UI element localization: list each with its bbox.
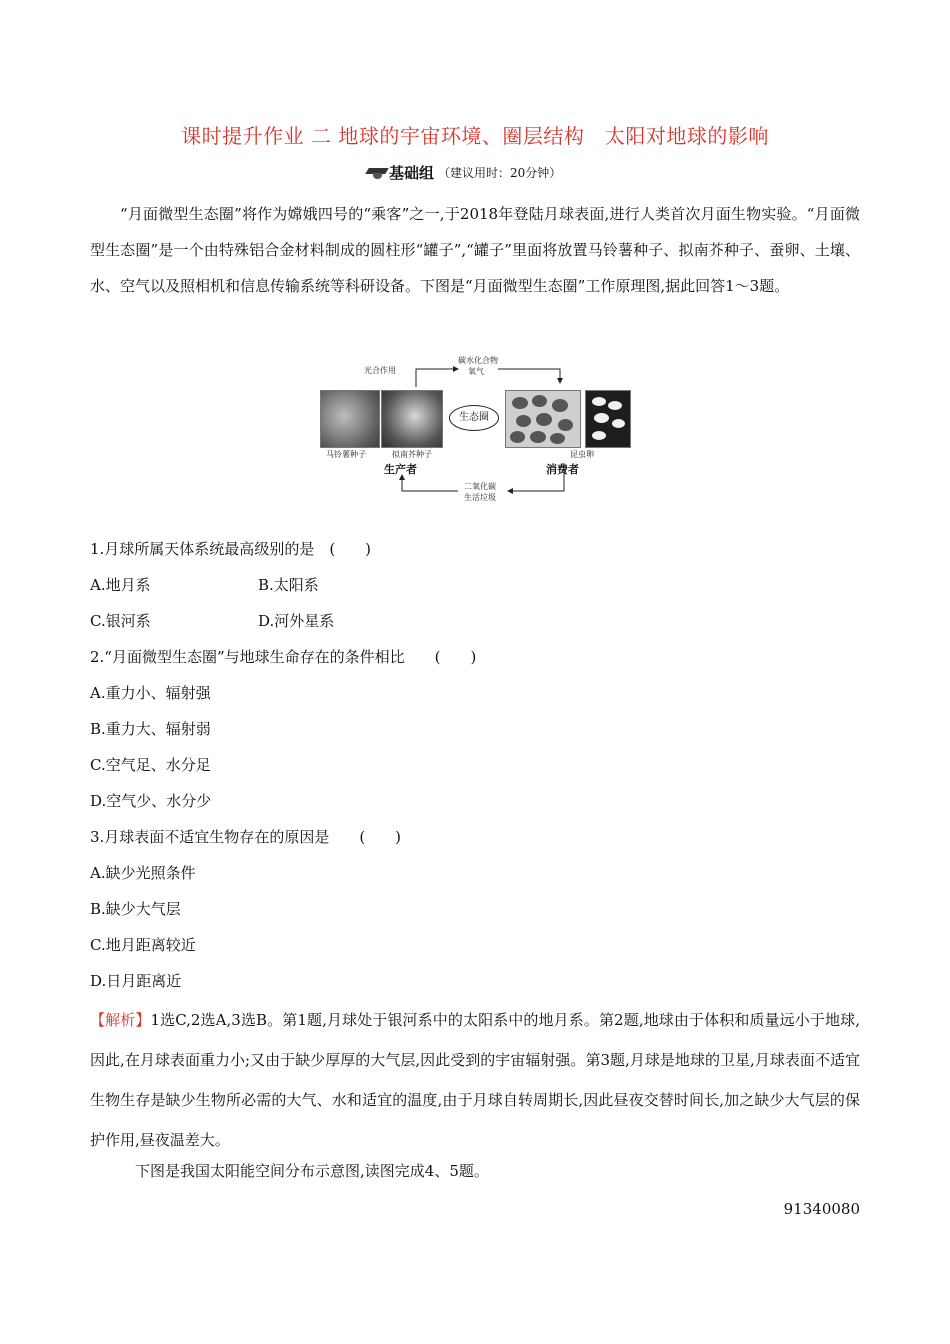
question-2-option-a: A.重力小、辐射强 <box>90 684 211 702</box>
ecosphere-label: 生态圈 <box>449 405 499 431</box>
document-code: 91340080 <box>783 1200 860 1218</box>
label-waste: 生活垃圾 <box>464 493 496 502</box>
label-carbohydrate: 碳水化合物 <box>458 356 498 365</box>
question-3-option-a: A.缺少光照条件 <box>90 864 196 882</box>
arrow-bottom-left <box>402 475 458 491</box>
caption-arabidopsis: 拟南芥种子 <box>392 450 432 459</box>
label-producer: 生产者 <box>384 463 417 476</box>
section-header <box>367 162 561 183</box>
graduation-cap-icon <box>367 166 387 180</box>
insect-egg-photo <box>585 390 631 448</box>
question-1-option-d: D.河外星系 <box>258 612 335 630</box>
question-3-option-b: B.缺少大气层 <box>90 900 181 918</box>
question-1-option-c: C.银河系 <box>90 612 151 630</box>
question-2-option-c: C.空气足、水分足 <box>90 756 211 774</box>
intro-paragraph: “月面微型生态圈”将作为嫦娥四号的“乘客”之一,于2018年登陆月球表面,进行人类首次月面生物实验。“月面微型生态圈”是一个由特殊铝合金材料制成的圆柱形“罐子”,“罐子”里面将放置马铃薯种子、拟南芥种子、蚕卵、土壤、水、空气以及照相机和信息传输系统等科研设备。下图是“月面微型生态圈”工作原理图,据此回答1～3题。 <box>90 205 860 295</box>
label-oxygen: 氧气 <box>468 367 484 376</box>
analysis-text: 1选C,2选A,3选B。第1题,月球处于银河系中的太阳系中的地月系。第2题,地球由于体积和质量远小于地球,因此,在月球表面重力小;又由于缺少厚厚的大气层,因此受到的宇宙辐射强。第3题,月球是地球的卫星,月球表面不适宜生物生存是缺少生物所必需的大气、水和适宜的温度,由于月球自转周期长,因此昼夜交替时间长,加之缺少大气层的保护作用,昼夜温差大。 <box>90 1011 860 1149</box>
caption-insect-egg: 昆虫卵 <box>570 450 594 459</box>
label-photosynthesis: 光合作用 <box>364 366 396 375</box>
question-2-option-d: D.空气少、水分少 <box>90 792 212 810</box>
question-1-stem: 1.月球所属天体系统最高级别的是 ( ) <box>90 540 372 558</box>
question-1-option-b: B.太阳系 <box>258 576 319 594</box>
question-2-stem: 2.“月面微型生态圈”与地球生命存在的条件相比 ( ) <box>90 648 477 666</box>
page-title: 课时提升作业 二 地球的宇宙环境、圈层结构 太阳对地球的影响 <box>181 124 769 148</box>
question-1-option-a: A.地月系 <box>90 576 151 594</box>
question-3-option-c: C.地月距离较近 <box>90 936 196 954</box>
caption-potato: 马铃薯种子 <box>326 450 366 459</box>
question-3-stem: 3.月球表面不适宜生物存在的原因是 ( ) <box>90 828 402 846</box>
analysis-paragraph <box>90 1000 860 1160</box>
question-2-option-b: B.重力大、辐射弱 <box>90 720 211 738</box>
arrow-top-right <box>498 369 560 383</box>
arrow-top-left <box>416 369 458 387</box>
arabidopsis-seed-photo <box>381 390 443 448</box>
label-carbon-dioxide: 二氧化碳 <box>464 482 496 491</box>
next-section-intro: 下图是我国太阳能空间分布示意图,读图完成4、5题。 <box>135 1162 489 1180</box>
section-hint: （建议用时：20分钟） <box>438 166 562 180</box>
label-consumer: 消费者 <box>546 463 579 476</box>
section-label: 基础组 <box>389 164 435 182</box>
silkworm-egg-photo <box>505 390 581 448</box>
question-3-option-d: D.日月距离近 <box>90 972 182 990</box>
ecosphere-diagram <box>318 353 632 505</box>
analysis-tag: 【解析】 <box>90 1011 151 1029</box>
potato-seed-photo <box>320 390 380 448</box>
